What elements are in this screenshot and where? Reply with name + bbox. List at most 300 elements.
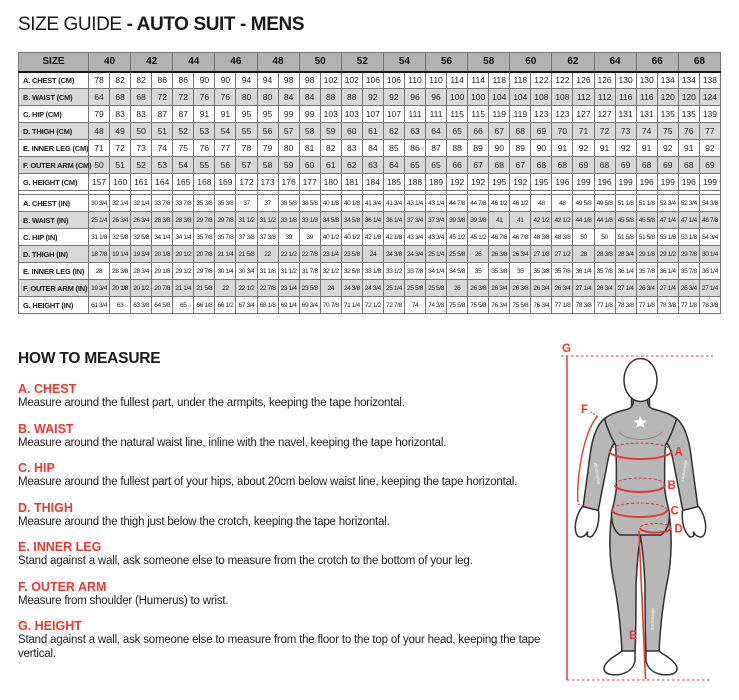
size-value-cell: 72 7/8 xyxy=(383,297,404,314)
size-value-cell: 30 3/4 xyxy=(89,195,110,212)
size-value-cell: 27 1/2 xyxy=(552,246,573,263)
size-value-cell: 24 xyxy=(320,280,341,297)
size-value-cell: 86 xyxy=(404,140,425,157)
size-value-cell: 26 3/8 xyxy=(489,246,510,263)
page-title-product: - AUTO SUIT - MENS xyxy=(126,14,305,35)
size-value-cell: 54 3/4 xyxy=(699,229,720,246)
size-value-cell: 89 xyxy=(468,140,489,157)
size-value-cell: 35 xyxy=(468,263,489,280)
size-value-cell: 27 1/4 xyxy=(699,280,720,297)
size-value-cell: 64 5/8 xyxy=(152,297,173,314)
size-value-cell: 19 1/4 xyxy=(110,246,131,263)
size-value-cell: 75 xyxy=(657,123,678,140)
measure-item-label: A. CHEST xyxy=(18,382,77,396)
size-value-cell: 46 1/2 xyxy=(510,195,531,212)
size-value-cell: 31 1/8 xyxy=(257,263,278,280)
size-value-cell: 26 3/4 xyxy=(110,212,131,229)
measure-item-text: Stand against a wall, ask someone else to measure from the crotch to the bottom of your leg. xyxy=(18,555,473,568)
size-value-cell: 38 5/8 xyxy=(299,195,320,212)
size-value-cell: 21 5/8 xyxy=(194,280,215,297)
outer-arm-dash-top xyxy=(591,412,599,418)
size-value-cell: 35 3/8 xyxy=(531,263,552,280)
size-value-cell: 51 1/8 xyxy=(615,195,636,212)
size-value-cell: 41 3/4 xyxy=(383,195,404,212)
size-value-cell: 131 xyxy=(615,106,636,123)
size-value-cell: 196 xyxy=(594,174,615,191)
size-value-cell: 76 3/4 xyxy=(531,297,552,314)
size-value-cell: 88 xyxy=(341,89,362,106)
size-value-cell: 34 1/4 xyxy=(426,263,447,280)
size-value-cell: 27 1/4 xyxy=(657,280,678,297)
label-f: F xyxy=(581,404,589,416)
size-value-cell: 48 7/8 xyxy=(699,212,720,229)
size-value-cell: 26 3/8 xyxy=(510,280,531,297)
size-value-cell: 75 5/8 xyxy=(468,297,489,314)
size-value-cell: 116 xyxy=(615,89,636,106)
table-row xyxy=(19,297,721,314)
page-title-prefix: SIZE GUIDE xyxy=(18,14,122,35)
figure-left-hand xyxy=(575,507,598,537)
size-value-cell: 64 xyxy=(89,89,110,106)
brand-text-right-shin: alpinestars xyxy=(650,607,656,630)
size-value-cell: 73 xyxy=(615,123,636,140)
size-value-cell: 20 7/8 xyxy=(194,246,215,263)
page-title xyxy=(18,14,304,36)
size-value-cell: 78 3/8 xyxy=(699,297,720,314)
size-value-cell: 123 xyxy=(552,106,573,123)
size-value-cell: 108 xyxy=(531,89,552,106)
size-value-cell: 103 xyxy=(341,106,362,123)
size-value-cell: 71 xyxy=(573,123,594,140)
size-value-cell: 36 1/4 xyxy=(657,263,678,280)
measure-item-label: B. WAIST xyxy=(18,421,74,436)
size-value-cell: 50 xyxy=(573,229,594,246)
size-value-cell: 26 3/4 xyxy=(552,280,573,297)
size-value-cell: 48 3/8 xyxy=(552,229,573,246)
row-label: F. OUTER ARM (IN) xyxy=(19,280,89,297)
size-value-cell: 36 1/4 xyxy=(699,263,720,280)
size-value-cell: 36 1/4 xyxy=(615,263,636,280)
size-value-cell: 66 1/2 xyxy=(215,297,236,314)
size-value-cell: 68 xyxy=(594,157,615,174)
measure-item xyxy=(18,580,566,609)
size-value-cell: 199 xyxy=(573,174,594,191)
size-value-cell: 72 xyxy=(110,140,131,157)
size-value-cell: 65 xyxy=(173,297,194,314)
row-label: E. INNER LEG (IN) xyxy=(19,263,89,280)
size-column-header: 52 xyxy=(341,53,383,72)
size-value-cell: 98 xyxy=(299,72,320,89)
row-label: A. CHEST (CM) xyxy=(19,72,89,89)
size-value-cell: 69 xyxy=(531,123,552,140)
size-value-cell: 118 xyxy=(510,72,531,89)
size-value-cell: 33 7/8 xyxy=(173,195,194,212)
size-value-cell: 77 xyxy=(699,123,720,140)
size-value-cell: 47 1/4 xyxy=(678,212,699,229)
measure-item-label: E. INNER LEG xyxy=(18,540,102,555)
size-value-cell: 52 xyxy=(173,123,194,140)
size-value-cell: 61 xyxy=(320,157,341,174)
size-value-cell: 48 xyxy=(89,123,110,140)
size-value-cell: 32 5/8 xyxy=(110,229,131,246)
size-value-cell: 25 1/4 xyxy=(426,246,447,263)
size-value-cell: 41 xyxy=(510,212,531,229)
size-value-cell: 49 xyxy=(110,123,131,140)
size-value-cell: 22 xyxy=(215,280,236,297)
size-value-cell: 195 xyxy=(489,174,510,191)
size-value-cell: 112 xyxy=(573,89,594,106)
size-value-cell: 28 3/8 xyxy=(173,212,194,229)
size-value-cell: 57 xyxy=(236,157,257,174)
size-value-cell: 45 5/8 xyxy=(615,212,636,229)
size-value-cell: 37 3/8 xyxy=(236,229,257,246)
size-value-cell: 26 3/4 xyxy=(489,280,510,297)
size-value-cell: 35 7/8 xyxy=(552,263,573,280)
size-value-cell: 92 xyxy=(699,140,720,157)
size-value-cell: 96 xyxy=(426,89,447,106)
size-value-cell: 28 3/8 xyxy=(110,263,131,280)
size-value-cell: 106 xyxy=(383,72,404,89)
size-value-cell: 107 xyxy=(362,106,383,123)
size-value-cell: 31 1/2 xyxy=(278,263,299,280)
size-value-cell: 67 3/4 xyxy=(236,297,257,314)
size-value-cell: 177 xyxy=(299,174,320,191)
size-value-cell: 103 xyxy=(320,106,341,123)
size-value-cell: 92 xyxy=(657,140,678,157)
size-value-cell: 55 xyxy=(236,123,257,140)
table-row xyxy=(19,174,721,191)
size-value-cell: 91 xyxy=(594,140,615,157)
size-value-cell: 36 1/4 xyxy=(383,212,404,229)
size-value-cell: 29 7/8 xyxy=(194,212,215,229)
size-column-header: 56 xyxy=(426,53,468,72)
measure-item xyxy=(18,461,566,490)
size-value-cell: 72 xyxy=(594,123,615,140)
size-value-cell: 96 xyxy=(404,89,425,106)
size-value-cell: 127 xyxy=(573,106,594,123)
size-value-cell: 91 xyxy=(552,140,573,157)
size-value-cell: 30 1/4 xyxy=(215,263,236,280)
size-value-cell: 63 xyxy=(362,157,383,174)
size-value-cell: 26 3/4 xyxy=(636,280,657,297)
size-value-cell: 84 xyxy=(362,140,383,157)
size-column-header: 46 xyxy=(215,53,257,72)
size-value-cell: 81 xyxy=(299,140,320,157)
size-value-cell: 65 xyxy=(404,157,425,174)
size-value-cell: 35 xyxy=(510,263,531,280)
size-value-cell: 107 xyxy=(383,106,404,123)
size-value-cell: 83 xyxy=(110,106,131,123)
measure-items xyxy=(18,382,566,662)
size-value-cell: 76 3/4 xyxy=(489,297,510,314)
size-value-cell: 21 1/4 xyxy=(173,280,194,297)
measure-item-label: D. THIGH xyxy=(18,500,73,515)
row-label: F. OUTER ARM (CM) xyxy=(19,157,89,174)
body-measurement-diagram xyxy=(553,338,739,700)
size-value-cell: 95 xyxy=(257,106,278,123)
row-label: B. WAIST (CM) xyxy=(19,89,89,106)
size-column-header: 60 xyxy=(510,53,552,72)
size-value-cell: 65 xyxy=(447,123,468,140)
size-value-cell: 195 xyxy=(531,174,552,191)
measure-item-text: Measure around the fullest part of your hips, about 20cm below waist line, keeping the tape horizontal. xyxy=(18,476,518,489)
figure-right-foot xyxy=(646,651,677,675)
size-column-header: 42 xyxy=(131,53,173,72)
size-value-cell: 44 1/8 xyxy=(573,212,594,229)
size-value-cell: 92 xyxy=(615,140,636,157)
size-value-cell: 86 xyxy=(152,72,173,89)
size-value-cell: 23 1/4 xyxy=(320,246,341,263)
size-value-cell: 31 1/8 xyxy=(89,229,110,246)
row-label: E. INNER LEG (CM) xyxy=(19,140,89,157)
size-value-cell: 48 xyxy=(531,195,552,212)
size-value-cell: 84 xyxy=(299,89,320,106)
size-value-cell: 59 xyxy=(278,157,299,174)
size-value-cell: 26 3/4 xyxy=(531,280,552,297)
size-value-cell: 87 xyxy=(152,106,173,123)
size-value-cell: 51 5/8 xyxy=(636,229,657,246)
size-column-header: 40 xyxy=(89,53,131,72)
size-value-cell: 94 xyxy=(257,72,278,89)
size-value-cell: 196 xyxy=(678,174,699,191)
size-value-cell: 50 xyxy=(594,229,615,246)
size-value-cell: 29 7/8 xyxy=(194,263,215,280)
size-value-cell: 46 7/8 xyxy=(489,229,510,246)
size-value-cell: 45 5/8 xyxy=(636,212,657,229)
figure-right-hand xyxy=(682,507,705,537)
size-value-cell: 87 xyxy=(426,140,447,157)
size-value-cell: 102 xyxy=(320,72,341,89)
size-value-cell: 31 7/8 xyxy=(299,263,320,280)
size-value-cell: 122 xyxy=(552,72,573,89)
size-value-cell: 199 xyxy=(615,174,636,191)
size-value-cell: 75 5/8 xyxy=(510,297,531,314)
size-value-cell: 115 xyxy=(468,106,489,123)
size-value-cell: 157 xyxy=(89,174,110,191)
measure-item xyxy=(18,619,566,661)
size-column-header: 50 xyxy=(299,53,341,72)
size-value-cell: 48 3/8 xyxy=(531,229,552,246)
size-column-header: 54 xyxy=(383,53,425,72)
size-value-cell: 54 xyxy=(173,157,194,174)
size-value-cell: 52 xyxy=(131,157,152,174)
size-value-cell: 22 1/2 xyxy=(236,280,257,297)
size-value-cell: 31 1/2 xyxy=(236,212,257,229)
size-value-cell: 26 3/4 xyxy=(678,280,699,297)
brand-text-right-arm: alpinestars xyxy=(680,459,689,483)
size-value-cell: 43 3/4 xyxy=(426,229,447,246)
size-value-cell: 25 1/4 xyxy=(383,280,404,297)
size-value-cell: 24 3/8 xyxy=(383,246,404,263)
size-value-cell: 54 xyxy=(215,123,236,140)
size-value-cell: 19 3/4 xyxy=(131,246,152,263)
size-value-cell: 29 1/2 xyxy=(657,246,678,263)
size-value-cell: 46 7/8 xyxy=(510,229,531,246)
size-value-cell: 35 3/8 xyxy=(489,263,510,280)
size-value-cell: 56 xyxy=(215,157,236,174)
size-value-cell: 130 xyxy=(615,72,636,89)
size-value-cell: 51 xyxy=(152,123,173,140)
size-value-cell: 47 1/4 xyxy=(657,212,678,229)
size-value-cell: 39 xyxy=(299,229,320,246)
size-value-cell: 31 1/2 xyxy=(257,212,278,229)
table-row xyxy=(19,72,721,89)
size-column-header: 68 xyxy=(678,53,720,72)
size-value-cell: 95 xyxy=(236,106,257,123)
size-value-cell: 26 3/4 xyxy=(131,212,152,229)
size-value-cell: 29 1/8 xyxy=(636,246,657,263)
size-value-cell: 28 3/4 xyxy=(131,263,152,280)
size-value-cell: 66 xyxy=(468,123,489,140)
size-value-cell: 61 3/4 xyxy=(89,297,110,314)
size-value-cell: 70 7/8 xyxy=(320,297,341,314)
size-value-cell: 37 3/4 xyxy=(426,212,447,229)
size-value-cell: 26 3/4 xyxy=(510,246,531,263)
size-value-cell: 22 xyxy=(257,246,278,263)
size-value-cell: 49 5/8 xyxy=(594,195,615,212)
size-value-cell: 33 1/8 xyxy=(362,263,383,280)
size-value-cell: 192 xyxy=(468,174,489,191)
size-value-cell: 130 xyxy=(636,72,657,89)
size-value-cell: 51 1/8 xyxy=(636,195,657,212)
size-value-cell: 68 xyxy=(678,157,699,174)
row-label: D. THIGH (IN) xyxy=(19,246,89,263)
measure-item xyxy=(18,501,566,530)
size-value-cell: 55 xyxy=(194,157,215,174)
size-value-cell: 199 xyxy=(657,174,678,191)
size-value-cell: 25 5/8 xyxy=(447,246,468,263)
size-value-cell: 78 xyxy=(89,72,110,89)
size-value-cell: 30 3/4 xyxy=(236,263,257,280)
size-value-cell: 45 1/2 xyxy=(468,229,489,246)
size-value-cell: 50 xyxy=(131,123,152,140)
size-value-cell: 33 1/8 xyxy=(278,212,299,229)
size-value-cell: 23 1/4 xyxy=(278,280,299,297)
size-value-cell: 82 xyxy=(320,140,341,157)
size-value-cell: 79 xyxy=(89,106,110,123)
size-value-cell: 169 xyxy=(215,174,236,191)
size-value-cell: 164 xyxy=(152,174,173,191)
size-value-cell: 33 7/8 xyxy=(404,263,425,280)
size-value-cell: 88 xyxy=(447,140,468,157)
size-table xyxy=(18,52,721,314)
size-value-cell: 58 xyxy=(299,123,320,140)
size-value-cell: 32 1/2 xyxy=(320,263,341,280)
size-value-cell: 120 xyxy=(678,89,699,106)
size-value-cell: 67 xyxy=(489,123,510,140)
size-value-cell: 35 7/8 xyxy=(678,263,699,280)
size-value-cell: 68 xyxy=(510,123,531,140)
size-value-cell: 172 xyxy=(236,174,257,191)
size-value-cell: 24 3/4 xyxy=(404,246,425,263)
size-value-cell: 41 xyxy=(489,212,510,229)
how-to-measure-title: HOW TO MEASURE xyxy=(18,350,161,367)
size-value-cell: 69 3/4 xyxy=(299,297,320,314)
size-value-cell: 24 xyxy=(362,246,383,263)
size-value-cell: 192 xyxy=(447,174,468,191)
size-value-cell: 69 xyxy=(573,157,594,174)
size-value-cell: 98 xyxy=(278,72,299,89)
size-value-cell: 69 xyxy=(615,157,636,174)
size-value-cell: 53 xyxy=(152,157,173,174)
size-value-cell: 23 5/8 xyxy=(341,246,362,263)
figure-head xyxy=(624,359,657,402)
size-header-label: SIZE xyxy=(19,53,89,72)
size-value-cell: 188 xyxy=(404,174,425,191)
size-value-cell: 50 xyxy=(89,157,110,174)
size-value-cell: 35 7/8 xyxy=(194,229,215,246)
size-value-cell: 60 xyxy=(299,157,320,174)
table-row xyxy=(19,157,721,174)
size-value-cell: 131 xyxy=(636,106,657,123)
table-row xyxy=(19,123,721,140)
table-row xyxy=(19,212,721,229)
size-value-cell: 21 5/8 xyxy=(236,246,257,263)
size-value-cell: 34 5/8 xyxy=(341,212,362,229)
size-value-cell: 37 3/8 xyxy=(257,229,278,246)
measure-item-text: Measure around the natural waist line, inline with the navel, keeping the tape horizontal. xyxy=(18,436,447,449)
size-value-cell: 90 xyxy=(531,140,552,157)
size-value-cell: 92 xyxy=(362,89,383,106)
size-value-cell: 28 3/8 xyxy=(594,246,615,263)
measure-item-text: Measure around the fullest part, under the armpits, keeping the tape horizontal. xyxy=(18,397,405,409)
size-value-cell: 19 3/4 xyxy=(89,280,110,297)
size-value-cell: 33 7/8 xyxy=(152,195,173,212)
size-value-cell: 36 1/4 xyxy=(362,212,383,229)
size-value-cell: 22 7/8 xyxy=(257,280,278,297)
size-value-cell: 28 3/8 xyxy=(152,212,173,229)
size-value-cell: 116 xyxy=(636,89,657,106)
size-column-header: 44 xyxy=(173,53,215,72)
size-value-cell: 25 5/8 xyxy=(404,280,425,297)
measure-item xyxy=(18,382,566,411)
size-value-cell: 79 xyxy=(257,140,278,157)
size-value-cell: 42 1/2 xyxy=(552,212,573,229)
size-value-cell: 67 xyxy=(510,157,531,174)
size-value-cell: 111 xyxy=(426,106,447,123)
size-value-cell: 68 xyxy=(552,157,573,174)
size-column-header: 62 xyxy=(552,53,594,72)
size-value-cell: 126 xyxy=(594,72,615,89)
size-value-cell: 72 xyxy=(173,89,194,106)
size-value-cell: 33 1/8 xyxy=(299,212,320,229)
row-label: C. HIP (CM) xyxy=(19,106,89,123)
row-label: D. THIGH (CM) xyxy=(19,123,89,140)
size-value-cell: 92 xyxy=(573,140,594,157)
size-value-cell: 75 xyxy=(173,140,194,157)
measure-item-label: G. HEIGHT xyxy=(18,619,82,634)
size-value-cell: 91 xyxy=(194,106,215,123)
size-value-cell: 26 xyxy=(447,280,468,297)
size-value-cell: 43 1/4 xyxy=(404,195,425,212)
size-value-cell: 127 xyxy=(594,106,615,123)
size-value-cell: 176 xyxy=(278,174,299,191)
size-value-cell: 68 1/8 xyxy=(257,297,278,314)
size-value-cell: 115 xyxy=(447,106,468,123)
size-value-cell: 135 xyxy=(657,106,678,123)
size-value-cell: 25 1/4 xyxy=(89,212,110,229)
size-value-cell: 74 xyxy=(636,123,657,140)
size-value-cell: 35 3/8 xyxy=(215,195,236,212)
size-value-cell: 49 5/8 xyxy=(573,195,594,212)
size-value-cell: 76 xyxy=(678,123,699,140)
size-value-cell: 119 xyxy=(489,106,510,123)
size-value-cell: 20 1/8 xyxy=(110,280,131,297)
size-value-cell: 80 xyxy=(278,140,299,157)
size-value-cell: 26 3/4 xyxy=(594,280,615,297)
size-value-cell: 21 1/4 xyxy=(215,246,236,263)
size-value-cell: 92 xyxy=(383,89,404,106)
